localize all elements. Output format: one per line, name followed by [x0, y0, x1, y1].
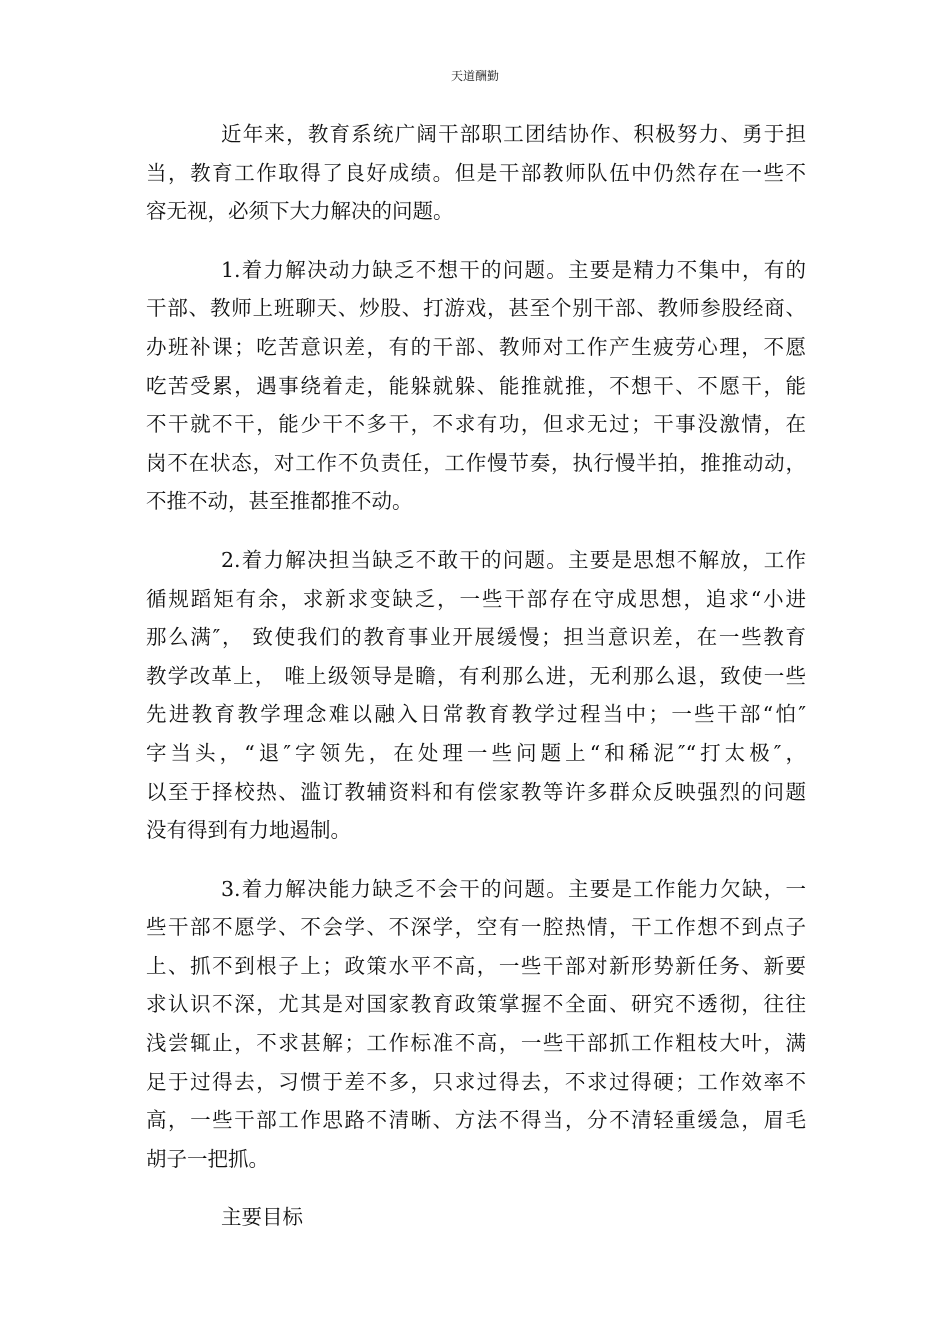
paragraph	[146, 870, 806, 1179]
paragraph	[146, 115, 806, 231]
text-line: 没有得到有力地遏制。	[146, 818, 351, 843]
text-line: 3.着力解决能力缺乏不会干的问题。主要是工作能力欠缺，一	[221, 876, 806, 901]
document-body	[146, 115, 806, 1237]
text-line: 近年来，教育系统广阔干部职工团结协作、积极努力、勇于担	[221, 122, 806, 146]
paragraph	[146, 251, 806, 521]
text-line: 那么满″， 致使我们的教育事业开展缓慢；担当意识差，在一些教育	[146, 625, 806, 650]
text-line: 不干就不干，能少干不多干，不求有功，但求无过；干事没激情，在	[146, 412, 806, 437]
text-line: 浅尝辄止，不求甚解；工作标准不高，一些干部抓工作粗枝大叶，满	[146, 1031, 806, 1056]
text-line: 循规蹈矩有余，求新求变缺乏，一些干部存在守成思想，追求“小进	[146, 586, 806, 611]
paragraph	[146, 1198, 806, 1237]
text-line: 胡子一把抓。	[146, 1146, 269, 1171]
text-line: 高，一些干部工作思路不清晰、方法不得当，分不清轻重缓急，眉毛	[146, 1108, 806, 1133]
text-line: 以至于择校热、滥订教辅资料和有偿家教等许多群众反映强烈的问题	[146, 779, 806, 804]
text-line: 先进教育教学理念难以融入日常教育教学过程当中；一些干部“怕″	[146, 702, 806, 727]
text-line: 岗不在状态，对工作不负责任，工作慢节奏，执行慢半拍，推推动动，	[146, 450, 806, 475]
text-line: 教学改革上， 唯上级领导是瞻，有利那么进，无利那么退，致使一些	[146, 663, 806, 688]
text-line: 主要目标	[221, 1205, 303, 1230]
text-line: 些干部不愿学、不会学、不深学，空有一腔热情，干工作想不到点子	[146, 915, 806, 940]
text-line: 吃苦受累，遇事绕着走，能躲就躲、能推就推，不想干、不愿干，能	[146, 373, 806, 398]
text-line: 足于过得去，习惯于差不多，只求过得去，不求过得硬；工作效率不	[146, 1069, 806, 1094]
paragraph-spacer	[146, 850, 806, 870]
text-line: 1.着力解决动力缺乏不想干的问题。主要是精力不集中，有的	[221, 257, 806, 282]
text-line: 干部、教师上班聊天、炒股、打游戏，甚至个别干部、教师参股经商、	[146, 296, 806, 321]
paragraph-spacer	[146, 231, 806, 251]
page-header: 天道酬勤	[450, 69, 499, 83]
text-line: 当，教育工作取得了良好成绩。但是干部教师队伍中仍然存在一些不	[146, 160, 806, 185]
text-line: 求认识不深，尤其是对国家教育政策掌握不全面、研究不透彻，往往	[146, 992, 806, 1017]
paragraph	[146, 541, 806, 850]
paragraph-spacer	[146, 1178, 806, 1198]
text-line: 2.着力解决担当缺乏不敢干的问题。主要是思想不解放，工作	[221, 547, 806, 572]
text-line: 不推不动，甚至推都推不动。	[146, 489, 413, 514]
text-line: 字当头，“退″字领先，在处理一些问题上“和稀泥″“打太极″，	[146, 740, 806, 765]
text-line: 办班补课；吃苦意识差，有的干部、教师对工作产生疲劳心理，不愿	[146, 334, 806, 359]
text-line: 上、抓不到根子上；政策水平不高，一些干部对新形势新任务、新要	[146, 953, 806, 978]
paragraph-spacer	[146, 521, 806, 541]
text-line: 容无视，必须下大力解决的问题。	[146, 199, 454, 224]
